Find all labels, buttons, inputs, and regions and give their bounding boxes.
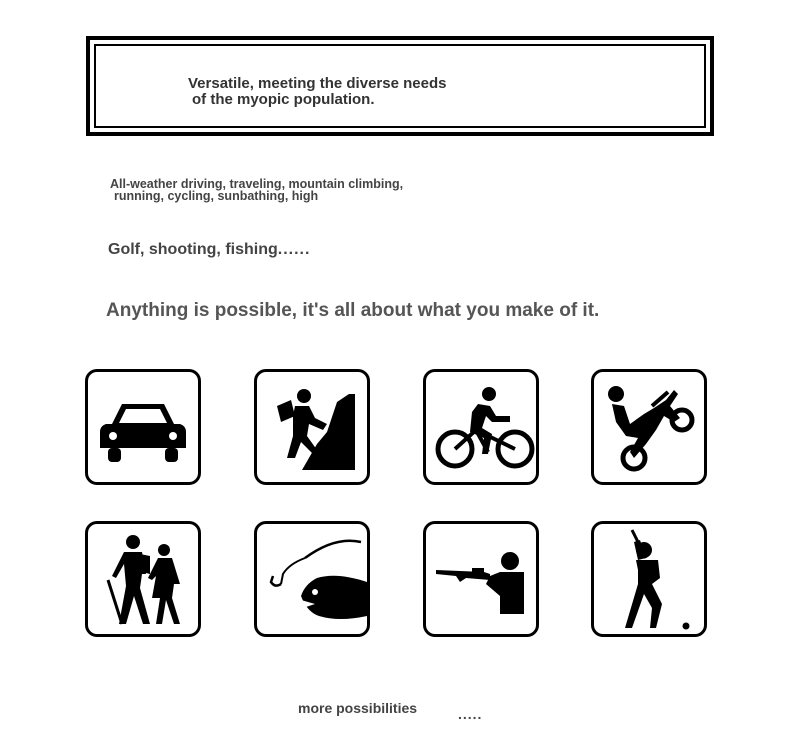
cycling-icon [423,369,539,485]
activities-line-2: running, cycling, sunbathing, high [114,189,319,203]
sports-label: Golf, shooting, fishing [108,241,278,258]
activities-line-1: All-weather driving, traveling, mountain climbing, [110,177,404,191]
sports-text [108,241,310,259]
more-ellipsis: ..... [458,706,483,722]
mountain-climbing-icon [254,369,370,485]
activities-text [110,178,403,202]
sports-ellipsis: ...... [277,241,311,258]
tagline: Anything is possible, it's all about what you make of it. [106,300,600,321]
more-possibilities [298,700,483,722]
headline-inner-border [94,44,706,128]
hiking-icon [85,521,201,637]
shooting-icon [423,521,539,637]
fishing-icon [254,521,370,637]
golf-icon [591,521,707,637]
motocross-icon [591,369,707,485]
headline-frame [86,36,714,136]
more-label: more possibilities [298,700,418,716]
car-icon [85,369,201,485]
headline [188,76,446,108]
headline-line-1: Versatile, meeting the diverse needs [188,75,447,92]
headline-line-2: of the myopic population. [192,91,375,108]
